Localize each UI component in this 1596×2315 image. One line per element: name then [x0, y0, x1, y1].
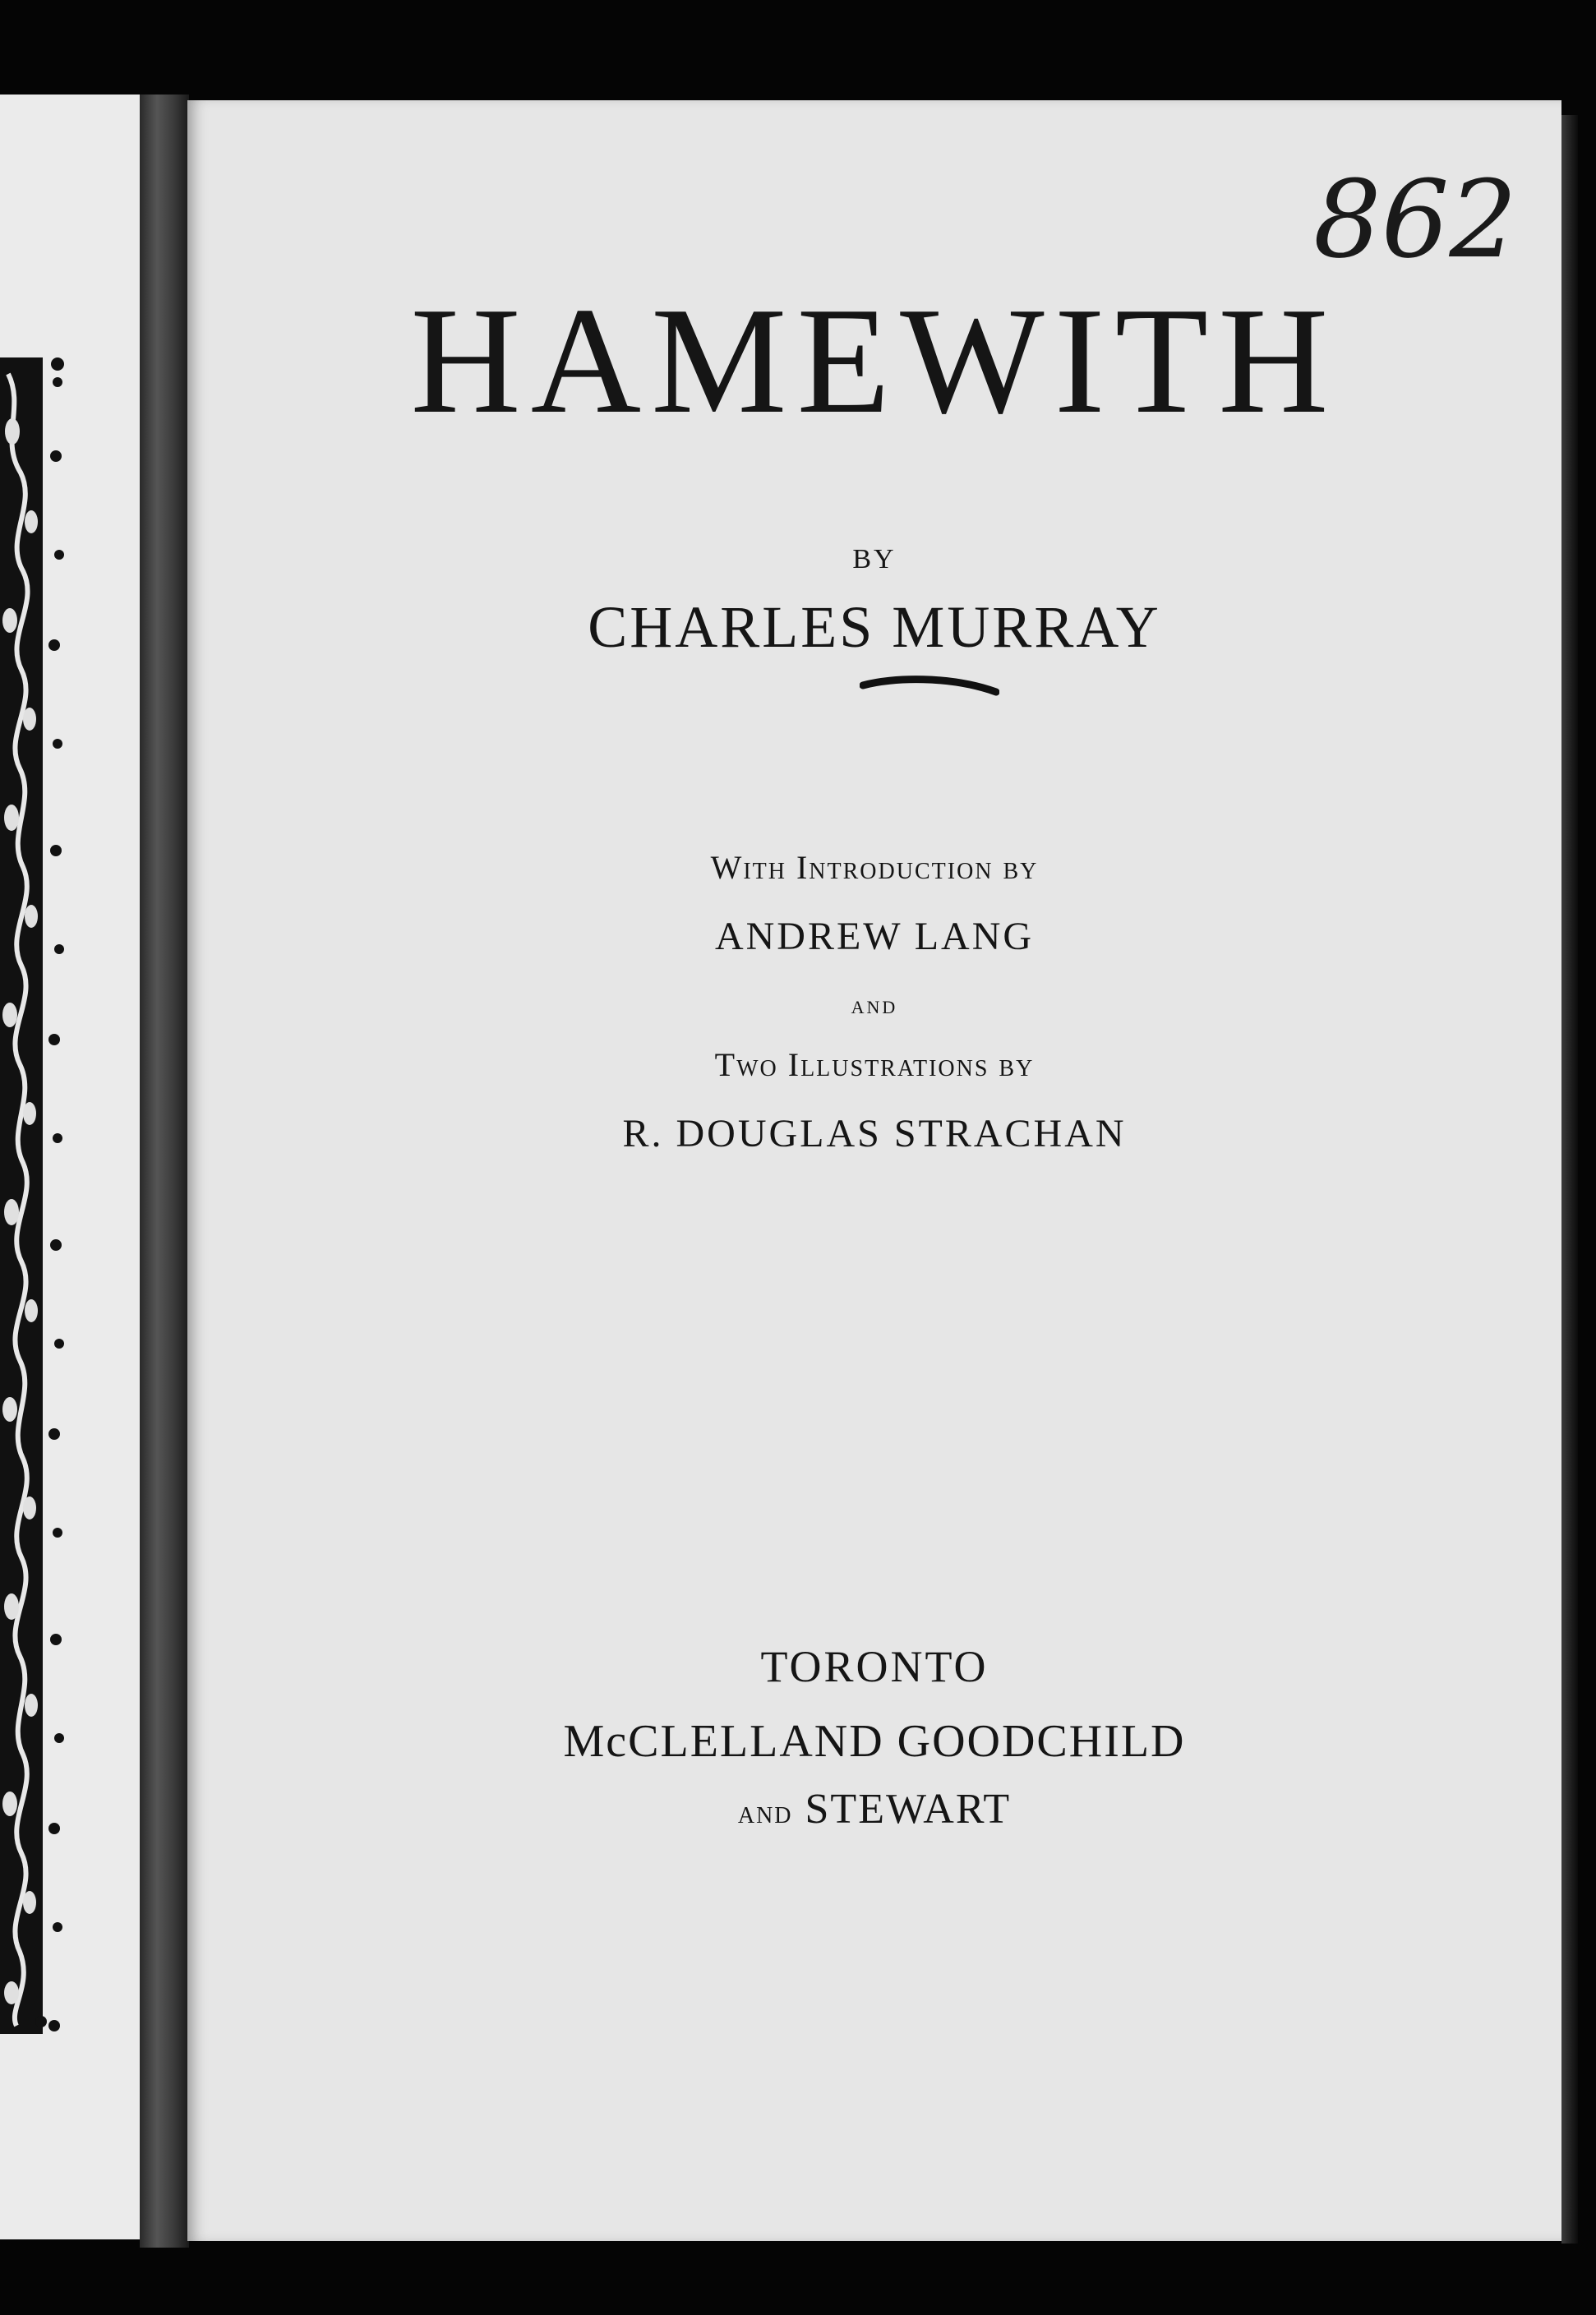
publisher-line-2 — [187, 1785, 1561, 1833]
publisher-and: and — [737, 1793, 793, 1830]
illustrator-name: R. DOUGLAS STRACHAN — [622, 1112, 1127, 1155]
publication-place: TORONTO — [760, 1642, 989, 1691]
author-name: CHARLES MURRAY — [588, 594, 1161, 660]
facing-page — [0, 95, 152, 2239]
publisher-stewart: STEWART — [805, 1786, 1012, 1833]
page-edge-shadow — [1561, 115, 1578, 2244]
book-gutter — [140, 95, 189, 2248]
svg-text:862: 862 — [1313, 157, 1518, 281]
handwritten-shelf-number — [1297, 117, 1527, 281]
by-line: BY — [852, 544, 897, 574]
illustrations-line: Two Illustrations by — [714, 1046, 1035, 1083]
floral-border-ornament — [0, 357, 74, 2034]
book-title: HAMEWITH — [410, 276, 1339, 445]
introducer-name: ANDREW LANG — [714, 915, 1035, 958]
title-page — [187, 100, 1561, 2241]
pen-underline-mark — [860, 671, 999, 703]
introduction-line: With Introduction by — [710, 849, 1039, 886]
publisher-line-1: McCLELLAND GOODCHILD — [563, 1716, 1186, 1767]
and-line: and — [851, 989, 898, 1019]
